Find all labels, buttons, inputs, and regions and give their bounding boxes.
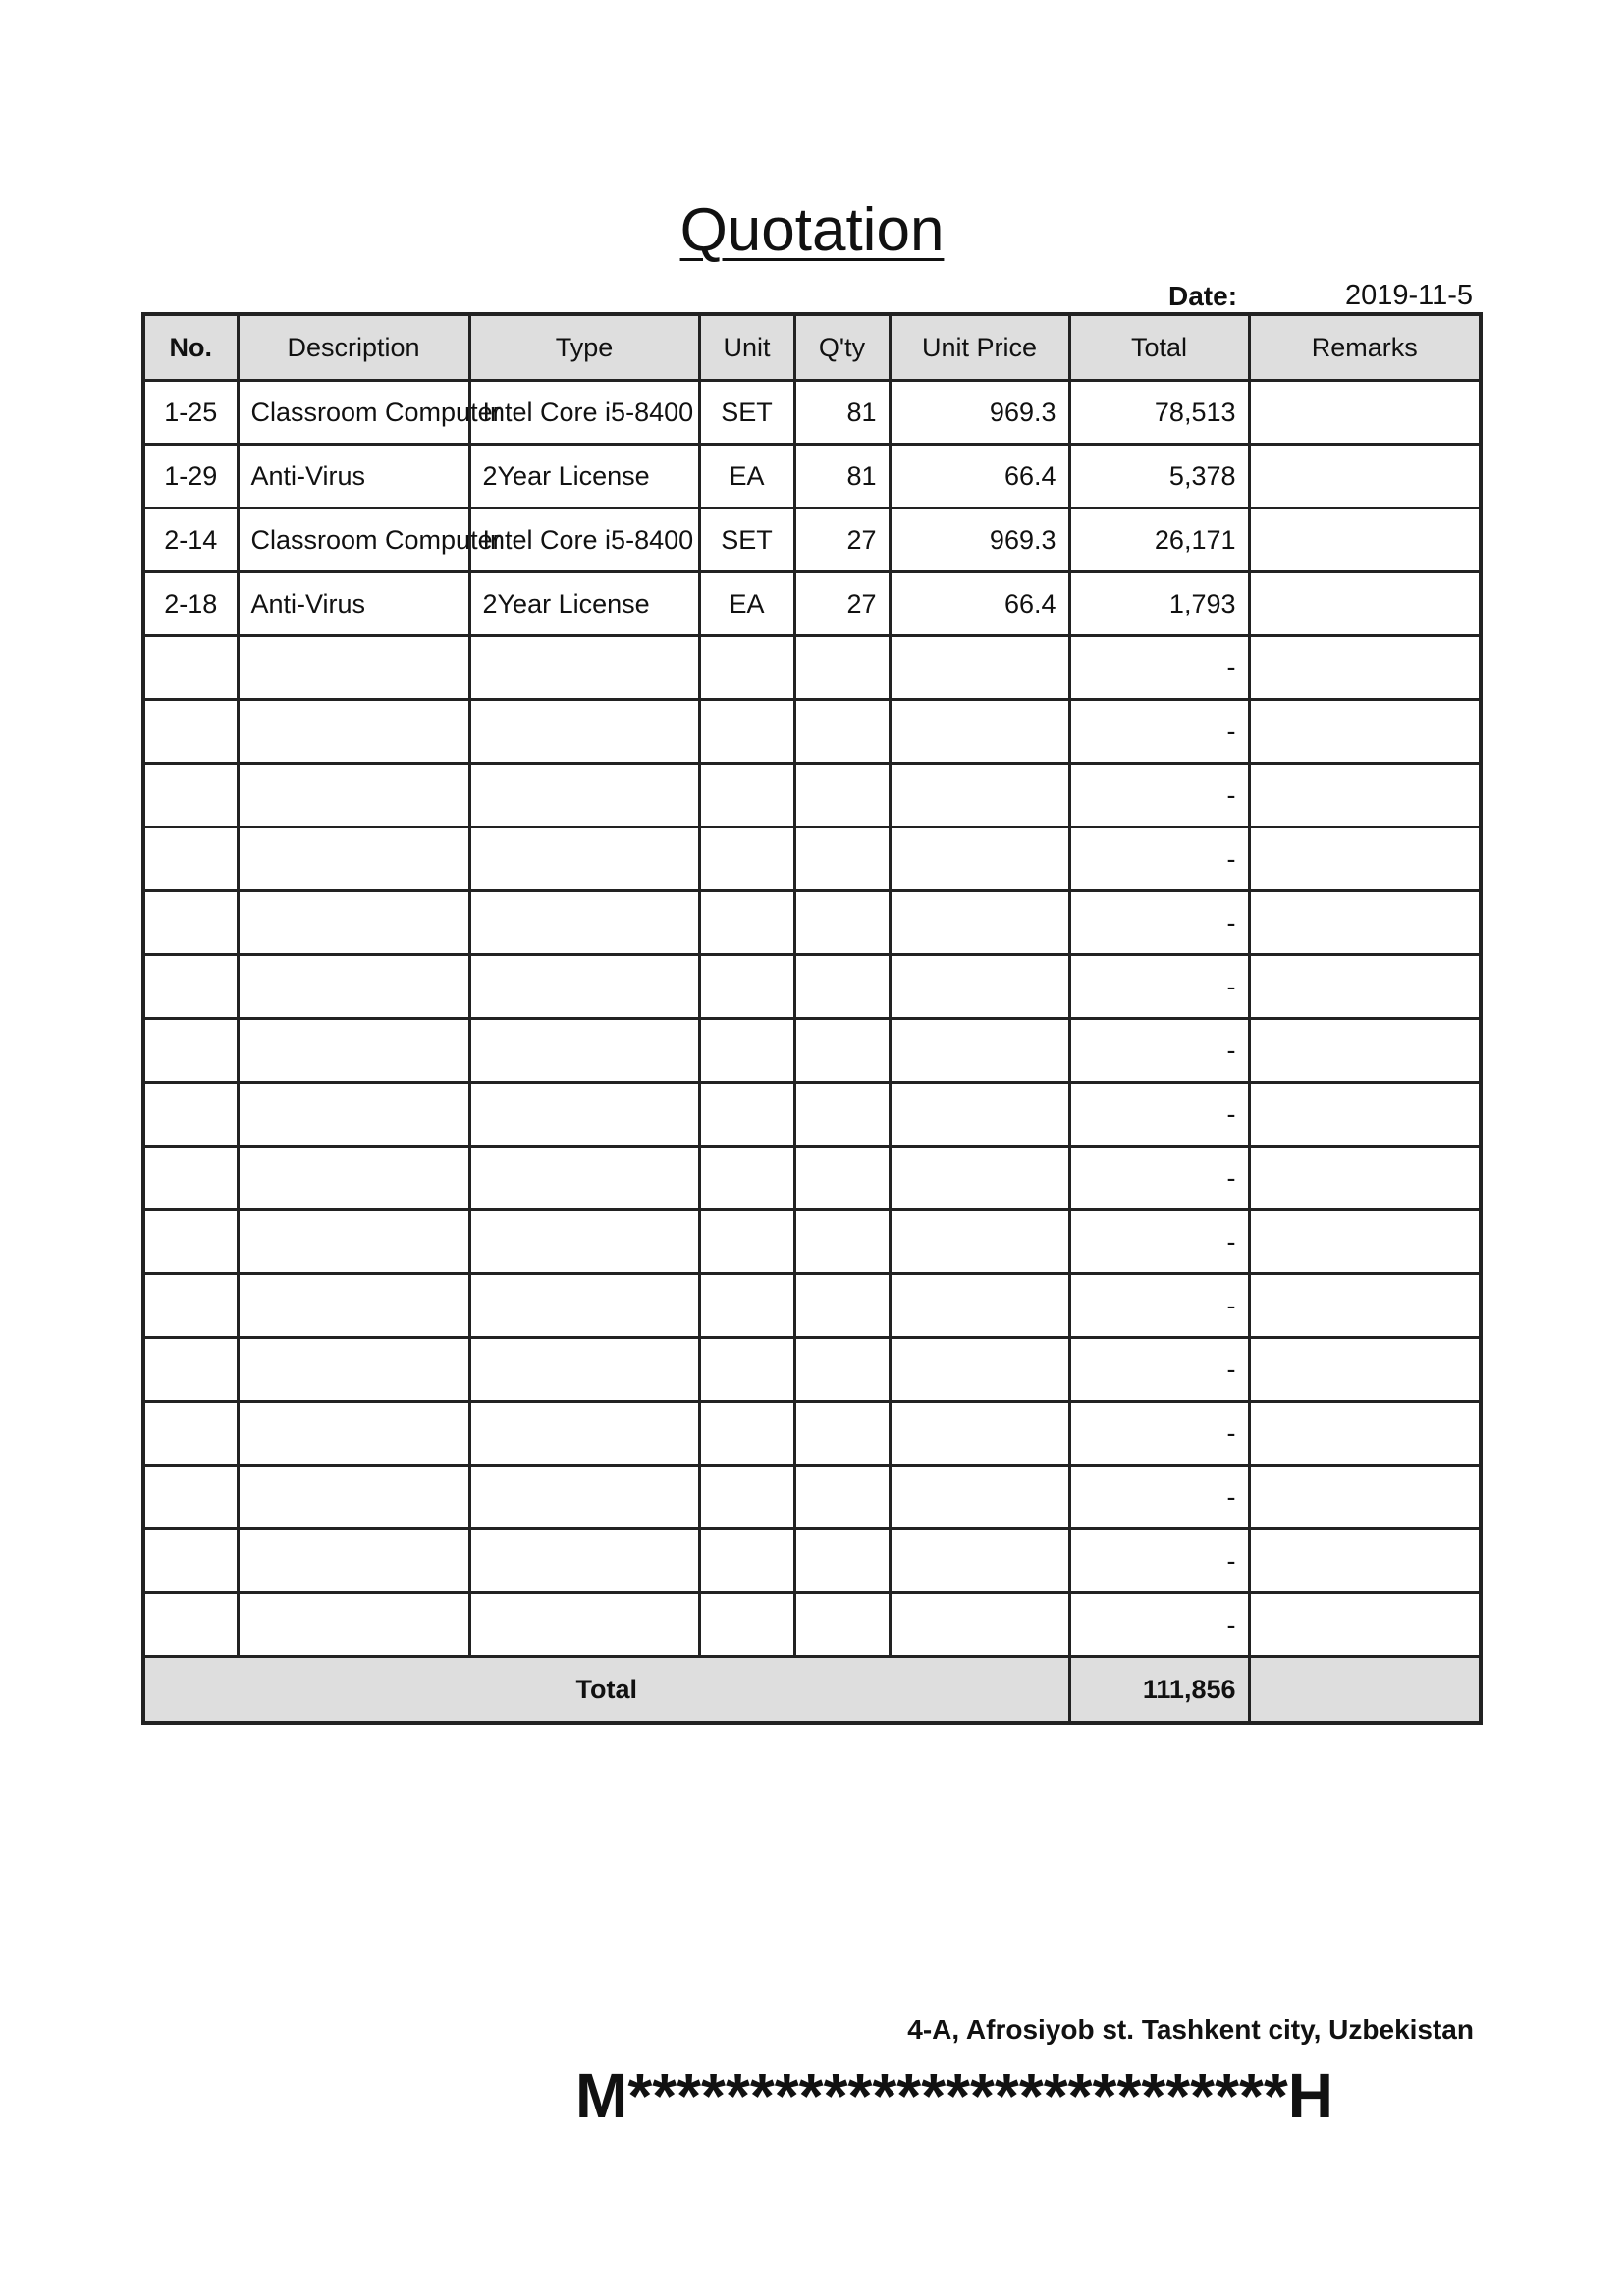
cell-type	[469, 1466, 699, 1529]
cell-total: -	[1069, 1402, 1249, 1466]
table-row	[143, 1147, 1481, 1210]
cell-type	[469, 1274, 699, 1338]
cell-no	[143, 1529, 238, 1593]
cell-total: -	[1069, 700, 1249, 764]
cell-remarks	[1249, 1466, 1481, 1529]
cell-no	[143, 1274, 238, 1338]
cell-no: 2-14	[143, 508, 238, 572]
cell-unit-price	[890, 1338, 1069, 1402]
cell-remarks	[1249, 1147, 1481, 1210]
table-row	[143, 572, 1481, 636]
cell-qty	[794, 1338, 890, 1402]
cell-unit	[699, 1593, 794, 1657]
cell-type	[469, 1338, 699, 1402]
cell-description	[238, 1083, 469, 1147]
cell-qty	[794, 955, 890, 1019]
cell-unit-price	[890, 764, 1069, 828]
cell-type	[469, 828, 699, 891]
cell-remarks	[1249, 955, 1481, 1019]
cell-no	[143, 1402, 238, 1466]
cell-remarks	[1249, 1529, 1481, 1593]
cell-total: 1,793	[1069, 572, 1249, 636]
cell-no	[143, 1083, 238, 1147]
cell-remarks	[1249, 1210, 1481, 1274]
cell-description	[238, 1402, 469, 1466]
cell-description	[238, 955, 469, 1019]
cell-no	[143, 636, 238, 700]
cell-total: -	[1069, 1338, 1249, 1402]
cell-unit	[699, 891, 794, 955]
cell-type	[469, 700, 699, 764]
cell-total: -	[1069, 1529, 1249, 1593]
cell-type: Intel Core i5-8400	[469, 508, 699, 572]
cell-total: -	[1069, 1083, 1249, 1147]
cell-unit: SET	[699, 508, 794, 572]
total-row	[143, 1657, 1481, 1724]
table-row	[143, 1338, 1481, 1402]
table-row	[143, 445, 1481, 508]
table-row	[143, 1210, 1481, 1274]
header-type: Type	[469, 314, 699, 381]
cell-type	[469, 636, 699, 700]
cell-unit	[699, 1210, 794, 1274]
cell-remarks	[1249, 891, 1481, 955]
cell-no	[143, 764, 238, 828]
cell-type	[469, 1593, 699, 1657]
table-row	[143, 891, 1481, 955]
cell-type	[469, 1210, 699, 1274]
cell-unit-price	[890, 1019, 1069, 1083]
cell-description	[238, 1210, 469, 1274]
cell-unit	[699, 1529, 794, 1593]
cell-qty: 81	[794, 445, 890, 508]
total-remarks	[1249, 1657, 1481, 1724]
date-value: 2019-11-5	[1344, 280, 1473, 311]
header-no: No.	[143, 314, 238, 381]
table-row	[143, 1274, 1481, 1338]
cell-description: Classroom Computer	[238, 381, 469, 445]
table-row	[143, 828, 1481, 891]
cell-type	[469, 764, 699, 828]
cell-qty	[794, 1019, 890, 1083]
cell-type	[469, 1147, 699, 1210]
cell-type: 2Year License	[469, 572, 699, 636]
cell-type	[469, 1083, 699, 1147]
cell-unit	[699, 828, 794, 891]
cell-unit	[699, 700, 794, 764]
cell-description: Classroom Computer	[238, 508, 469, 572]
cell-remarks	[1249, 1274, 1481, 1338]
cell-qty	[794, 1593, 890, 1657]
cell-remarks	[1249, 1083, 1481, 1147]
cell-description	[238, 828, 469, 891]
table-row	[143, 1466, 1481, 1529]
cell-description	[238, 1593, 469, 1657]
cell-qty	[794, 700, 890, 764]
cell-type	[469, 955, 699, 1019]
cell-description	[238, 1529, 469, 1593]
cell-unit-price	[890, 955, 1069, 1019]
table-row	[143, 764, 1481, 828]
cell-unit	[699, 1402, 794, 1466]
cell-description	[238, 1147, 469, 1210]
company-address: 4-A, Afrosiyob st. Tashkent city, Uzbekistan	[907, 2014, 1474, 2045]
cell-total: -	[1069, 1593, 1249, 1657]
cell-remarks	[1249, 508, 1481, 572]
cell-description	[238, 1274, 469, 1338]
cell-no	[143, 1019, 238, 1083]
cell-total: 78,513	[1069, 381, 1249, 445]
cell-total: -	[1069, 1274, 1249, 1338]
table-row	[143, 1529, 1481, 1593]
cell-unit-price	[890, 1147, 1069, 1210]
cell-qty	[794, 1210, 890, 1274]
cell-unit: SET	[699, 381, 794, 445]
cell-description	[238, 1019, 469, 1083]
table-row	[143, 955, 1481, 1019]
cell-unit-price	[890, 1210, 1069, 1274]
cell-type	[469, 1402, 699, 1466]
cell-unit-price	[890, 1083, 1069, 1147]
cell-total: -	[1069, 1147, 1249, 1210]
header-qty: Q'ty	[794, 314, 890, 381]
cell-qty	[794, 1466, 890, 1529]
cell-description	[238, 764, 469, 828]
cell-unit-price	[890, 1529, 1069, 1593]
table-row	[143, 381, 1481, 445]
cell-remarks	[1249, 1338, 1481, 1402]
quotation-table	[141, 312, 1483, 1725]
cell-qty	[794, 828, 890, 891]
cell-total: -	[1069, 764, 1249, 828]
cell-unit	[699, 1147, 794, 1210]
document-title-text: Quotation	[679, 196, 945, 264]
cell-description: Anti-Virus	[238, 445, 469, 508]
cell-total: -	[1069, 1019, 1249, 1083]
cell-unit-price	[890, 636, 1069, 700]
cell-unit	[699, 1274, 794, 1338]
cell-description	[238, 1338, 469, 1402]
cell-description	[238, 1466, 469, 1529]
header-remarks: Remarks	[1249, 314, 1481, 381]
cell-remarks	[1249, 445, 1481, 508]
cell-remarks	[1249, 700, 1481, 764]
cell-remarks	[1249, 764, 1481, 828]
grand-total-value: 111,856	[1069, 1657, 1249, 1724]
cell-unit-price: 66.4	[890, 572, 1069, 636]
cell-qty	[794, 1529, 890, 1593]
cell-total: -	[1069, 955, 1249, 1019]
cell-type	[469, 1019, 699, 1083]
table-row	[143, 636, 1481, 700]
cell-description	[238, 891, 469, 955]
cell-description	[238, 636, 469, 700]
cell-unit-price	[890, 1466, 1069, 1529]
cell-unit	[699, 1019, 794, 1083]
cell-qty	[794, 764, 890, 828]
cell-total: -	[1069, 636, 1249, 700]
header-description: Description	[238, 314, 469, 381]
cell-no	[143, 828, 238, 891]
cell-unit-price: 66.4	[890, 445, 1069, 508]
cell-no	[143, 1210, 238, 1274]
cell-unit	[699, 1466, 794, 1529]
table-row	[143, 1083, 1481, 1147]
cell-no	[143, 700, 238, 764]
cell-no	[143, 1338, 238, 1402]
cell-unit-price	[890, 700, 1069, 764]
total-label: Total	[143, 1657, 1069, 1724]
table-row	[143, 508, 1481, 572]
cell-qty	[794, 1402, 890, 1466]
cell-qty	[794, 891, 890, 955]
cell-total: -	[1069, 891, 1249, 955]
cell-unit-price	[890, 1402, 1069, 1466]
header-unit: Unit	[699, 314, 794, 381]
cell-remarks	[1249, 381, 1481, 445]
cell-qty	[794, 1083, 890, 1147]
cell-no: 1-25	[143, 381, 238, 445]
cell-type	[469, 891, 699, 955]
cell-type: Intel Core i5-8400	[469, 381, 699, 445]
cell-unit	[699, 1083, 794, 1147]
cell-unit-price: 969.3	[890, 381, 1069, 445]
table-row	[143, 1593, 1481, 1657]
cell-no	[143, 891, 238, 955]
cell-description	[238, 700, 469, 764]
table-header-row	[143, 314, 1481, 381]
cell-no	[143, 1593, 238, 1657]
cell-unit	[699, 1338, 794, 1402]
cell-type	[469, 1529, 699, 1593]
cell-qty: 81	[794, 381, 890, 445]
company-name: M***************************H	[575, 2060, 1333, 2131]
cell-total: 26,171	[1069, 508, 1249, 572]
cell-unit	[699, 764, 794, 828]
cell-remarks	[1249, 1019, 1481, 1083]
cell-unit-price	[890, 1593, 1069, 1657]
cell-type: 2Year License	[469, 445, 699, 508]
cell-no	[143, 1466, 238, 1529]
cell-no: 1-29	[143, 445, 238, 508]
cell-qty	[794, 1274, 890, 1338]
cell-description: Anti-Virus	[238, 572, 469, 636]
cell-remarks	[1249, 572, 1481, 636]
table-row	[143, 1402, 1481, 1466]
cell-unit-price	[890, 891, 1069, 955]
cell-unit: EA	[699, 572, 794, 636]
cell-unit: EA	[699, 445, 794, 508]
cell-remarks	[1249, 1593, 1481, 1657]
cell-no	[143, 1147, 238, 1210]
cell-qty	[794, 636, 890, 700]
cell-total: -	[1069, 1466, 1249, 1529]
cell-unit	[699, 636, 794, 700]
cell-unit	[699, 955, 794, 1019]
cell-total: 5,378	[1069, 445, 1249, 508]
cell-unit-price	[890, 1274, 1069, 1338]
cell-remarks	[1249, 636, 1481, 700]
header-total: Total	[1069, 314, 1249, 381]
cell-qty: 27	[794, 508, 890, 572]
cell-unit-price	[890, 828, 1069, 891]
table-row	[143, 1019, 1481, 1083]
date-label: Date:	[1168, 281, 1238, 311]
table-row	[143, 700, 1481, 764]
document-title	[0, 194, 1624, 267]
cell-total: -	[1069, 828, 1249, 891]
cell-total: -	[1069, 1210, 1249, 1274]
cell-qty	[794, 1147, 890, 1210]
cell-no	[143, 955, 238, 1019]
cell-unit-price: 969.3	[890, 508, 1069, 572]
cell-qty: 27	[794, 572, 890, 636]
cell-remarks	[1249, 1402, 1481, 1466]
header-unit-price: Unit Price	[890, 314, 1069, 381]
cell-remarks	[1249, 828, 1481, 891]
cell-no: 2-18	[143, 572, 238, 636]
